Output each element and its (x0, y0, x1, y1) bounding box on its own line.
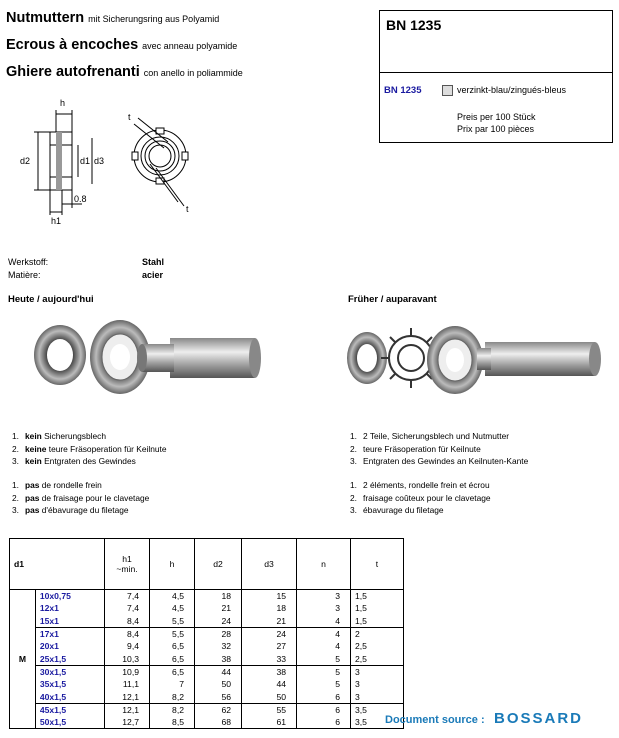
material-label-de: Werkstoff: (8, 257, 49, 267)
table-header-row (10, 539, 404, 590)
table-cell: 6 (297, 690, 351, 703)
title-fr (6, 36, 237, 54)
table-cell: 32 (195, 640, 242, 652)
table-cell: 8,5 (150, 716, 195, 729)
table-cell: 8,2 (150, 690, 195, 703)
title-sub: avec anneau polyamide (142, 41, 238, 51)
cell-size: 25x1,5 (35, 652, 104, 665)
col-d3: d3 (242, 539, 297, 590)
table-cell: 44 (242, 678, 297, 690)
table-cell: 4 (297, 615, 351, 628)
divider (380, 72, 612, 73)
col-n: n (297, 539, 351, 590)
list-item: 1. 2 éléments, rondelle frein et écrou (350, 480, 490, 490)
title-main: Ecrous à encoches (6, 37, 139, 53)
table-row (10, 652, 404, 665)
table-cell: 68 (195, 716, 242, 729)
dim-d3-label: d3 (94, 156, 105, 166)
table-cell: 4 (297, 640, 351, 652)
today-list-de (12, 430, 167, 468)
thread-prefix: M (10, 590, 36, 729)
table-cell: 6,5 (150, 640, 195, 652)
section-before: Früher / auparavant (348, 294, 437, 305)
table-cell: 2 (351, 627, 404, 640)
table-cell: 5 (297, 678, 351, 690)
table-cell: 9,4 (105, 640, 150, 652)
finish-swatch (442, 85, 453, 96)
bn-title: BN 1235 (386, 17, 442, 33)
table-cell: 12,1 (105, 703, 150, 716)
table-row (10, 690, 404, 703)
title-it (6, 63, 243, 81)
title-main: Ghiere autofrenanti (6, 64, 140, 80)
table-body (10, 590, 404, 729)
table-cell: 24 (195, 615, 242, 628)
table-cell: 11,1 (105, 678, 150, 690)
cell-size: 17x1 (35, 627, 104, 640)
table-cell: 5 (297, 652, 351, 665)
table-cell: 61 (242, 716, 297, 729)
list-item: 2. keine teure Fräsoperation für Keilnute (12, 443, 167, 454)
list-item: 1. kein Sicherungsblech (12, 431, 107, 441)
table-cell: 3 (351, 678, 404, 690)
table-cell: 4,5 (150, 602, 195, 614)
cell-size: 20x1 (35, 640, 104, 652)
dim-d2-label: d2 (20, 156, 31, 166)
table-cell: 18 (195, 590, 242, 603)
table-row (10, 678, 404, 690)
table-cell: 12,7 (105, 716, 150, 729)
list-item: 3. ébavurage du filetage (350, 505, 444, 515)
table-cell: 44 (195, 665, 242, 678)
col-d1: d1 (10, 539, 105, 590)
cell-size: 35x1,5 (35, 678, 104, 690)
table-row (10, 665, 404, 678)
table-row (10, 703, 404, 716)
table-row (10, 627, 404, 640)
table-cell: 3,5 (351, 716, 404, 729)
table-cell: 50 (242, 690, 297, 703)
table-cell: 2,5 (351, 652, 404, 665)
dim-08-label: 0.8 (74, 194, 87, 204)
table-cell: 12,1 (105, 690, 150, 703)
table-cell: 1,5 (351, 615, 404, 628)
title-de (6, 9, 219, 27)
cell-size: 15x1 (35, 615, 104, 628)
document-source-label: Document source : (385, 714, 485, 726)
title-main: Nutmuttern (6, 10, 85, 26)
brand-logo: BOSSARD (494, 710, 584, 727)
photo-before (345, 318, 615, 398)
nut-front-view (132, 118, 188, 206)
table-cell: 4 (297, 627, 351, 640)
material-label-fr: Matière: (8, 270, 41, 280)
list-item: 3. Entgraten des Gewindes an Keilnuten-Kante (350, 456, 529, 466)
dim-h1-label: h1 (51, 216, 62, 225)
table-cell: 33 (242, 652, 297, 665)
dim-d1-label: d1 (80, 156, 91, 166)
table-cell: 6,5 (150, 652, 195, 665)
list-item: 2. teure Fräsoperation für Keilnute (350, 443, 481, 454)
table-cell: 18 (242, 602, 297, 614)
material-value-fr: acier (142, 270, 164, 280)
material-value-de: Stahl (142, 257, 165, 267)
table-cell: 8,2 (150, 703, 195, 716)
col-d2: d2 (195, 539, 242, 590)
table-row (10, 615, 404, 628)
list-item: 3. pas d'ébavurage du filetage (12, 505, 129, 515)
table-cell: 56 (195, 690, 242, 703)
table-row (10, 640, 404, 652)
table-cell: 15 (242, 590, 297, 603)
table-cell: 50 (195, 678, 242, 690)
table-cell: 6,5 (150, 665, 195, 678)
cell-size: 12x1 (35, 602, 104, 614)
cell-size: 10x0,75 (35, 590, 104, 603)
today-list-fr (12, 479, 149, 517)
list-item: 2. pas de fraisage pour le clavetage (12, 492, 150, 503)
table-cell: 8,4 (105, 627, 150, 640)
table-cell: 1,5 (351, 590, 404, 603)
list-item: 1. pas de rondelle frein (12, 480, 102, 490)
table-cell: 7 (150, 678, 195, 690)
table-cell: 5,5 (150, 627, 195, 640)
price-unit-fr: Prix par 100 pièces (457, 124, 535, 134)
bn-code: BN 1235 (384, 85, 422, 96)
dim-t-label: t (128, 112, 131, 122)
table-row (10, 590, 404, 603)
table-cell: 6 (297, 716, 351, 729)
technical-drawing (10, 90, 210, 225)
title-sub: mit Sicherungsring aus Polyamid (88, 14, 220, 24)
table-cell: 3 (297, 602, 351, 614)
cell-size: 45x1,5 (35, 703, 104, 716)
cell-size: 50x1,5 (35, 716, 104, 729)
list-item: 1. 2 Teile, Sicherungsblech und Nutmutter (350, 431, 510, 441)
table-cell: 21 (242, 615, 297, 628)
table-cell: 1,5 (351, 602, 404, 614)
list-item: 2. fraisage coûteux pour le clavetage (350, 492, 491, 503)
col-h: h (150, 539, 195, 590)
cell-size: 30x1,5 (35, 665, 104, 678)
before-list-fr (350, 479, 491, 517)
dim-t-label: t (186, 204, 189, 214)
table-cell: 24 (242, 627, 297, 640)
list-item: 3. kein Entgraten des Gewindes (12, 456, 136, 466)
table-cell: 38 (242, 665, 297, 678)
price-unit-de: Preis per 100 Stück (457, 112, 536, 122)
table-cell: 38 (195, 652, 242, 665)
table-cell: 10,3 (105, 652, 150, 665)
table-cell: 2,5 (351, 640, 404, 652)
table-cell: 62 (195, 703, 242, 716)
table-cell: 3 (351, 690, 404, 703)
col-t: t (351, 539, 404, 590)
table-cell: 3 (297, 590, 351, 603)
title-sub: con anello in poliammide (143, 68, 243, 78)
table-cell: 5,5 (150, 615, 195, 628)
table-cell: 4,5 (150, 590, 195, 603)
dim-h-label: h (60, 98, 66, 108)
photo-today (20, 312, 270, 397)
col-h1: h1 ~min. (105, 539, 150, 590)
table-cell: 28 (195, 627, 242, 640)
dimensions-table (9, 538, 404, 729)
cell-size: 40x1,5 (35, 690, 104, 703)
table-cell: 27 (242, 640, 297, 652)
table-cell: 7,4 (105, 590, 150, 603)
bn-info-box (379, 10, 613, 143)
table-cell: 3,5 (351, 703, 404, 716)
table-row (10, 602, 404, 614)
table-cell: 10,9 (105, 665, 150, 678)
table-cell: 21 (195, 602, 242, 614)
table-row (10, 716, 404, 729)
finish-label: verzinkt-blau/zingués-bleus (457, 85, 567, 95)
before-list-de (350, 430, 528, 468)
table-cell: 55 (242, 703, 297, 716)
table-cell: 3 (351, 665, 404, 678)
table-cell: 8,4 (105, 615, 150, 628)
table-cell: 7,4 (105, 602, 150, 614)
section-today: Heute / aujourd'hui (8, 294, 94, 305)
table-cell: 5 (297, 665, 351, 678)
table-cell: 6 (297, 703, 351, 716)
